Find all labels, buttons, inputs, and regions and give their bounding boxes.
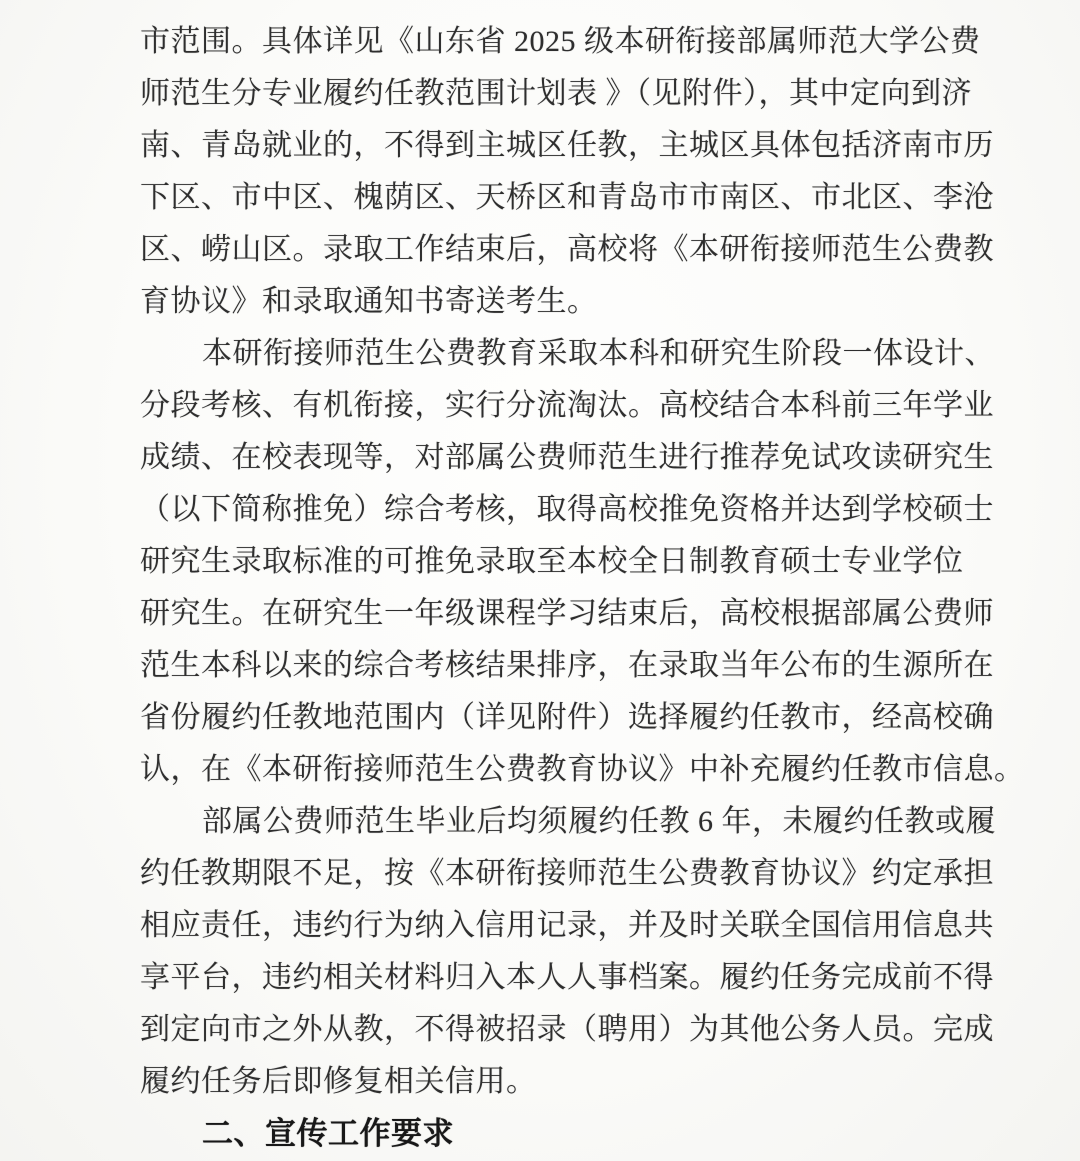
document-line: 下区、市中区、槐荫区、天桥区和青岛市市南区、市北区、李沧: [140, 181, 994, 214]
document-line: 研究生录取标准的可推免录取至本校全日制教育硕士专业学位: [140, 545, 964, 578]
document-line: 区、崂山区。录取工作结束后，高校将《本研衔接师范生公费教: [140, 233, 994, 266]
document-line: 南、青岛就业的，不得到主城区任教，主城区具体包括济南市历: [140, 129, 994, 162]
document-line: （以下简称推免）综合考核，取得高校推免资格并达到学校硕士: [140, 493, 994, 526]
document-line: 部属公费师范生毕业后均须履约任教 6 年，未履约任教或履: [202, 805, 996, 838]
document-line: 认，在《本研衔接师范生公费教育协议》中补充履约任教市信息。: [140, 753, 1025, 786]
document-line: 约任教期限不足，按《本研衔接师范生公费教育协议》约定承担: [140, 857, 994, 890]
section-heading: 二、宣传工作要求: [202, 1116, 454, 1151]
document-line: 本研衔接师范生公费教育采取本科和研究生阶段一体设计、: [202, 337, 995, 370]
document-line: 到定向市之外从教，不得被招录（聘用）为其他公务人员。完成: [140, 1013, 994, 1046]
document-line: 享平台，违约相关材料归入本人人事档案。履约任务完成前不得: [140, 961, 994, 994]
document-line: 研究生。在研究生一年级课程学习结束后，高校根据部属公费师: [140, 597, 994, 630]
document-line: 成绩、在校表现等，对部属公费师范生进行推荐免试攻读研究生: [140, 441, 994, 474]
document-line: 履约任务后即修复相关信用。: [140, 1065, 537, 1098]
document-line: 分段考核、有机衔接，实行分流淘汰。高校结合本科前三年学业: [140, 389, 994, 422]
document-line: 育协议》和录取通知书寄送考生。: [140, 285, 598, 318]
document-line: 省份履约任教地范围内（详见附件）选择履约任教市，经高校确: [140, 701, 994, 734]
document-line: 市范围。具体详见《山东省 2025 级本研衔接部属师范大学公费: [140, 25, 981, 58]
document-line: 相应责任，违约行为纳入信用记录，并及时关联全国信用信息共: [140, 909, 994, 942]
document-line: 范生本科以来的综合考核结果排序，在录取当年公布的生源所在: [140, 649, 994, 682]
document-line: 师范生分专业履约任教范围计划表 》（见附件），其中定向到济: [140, 77, 972, 110]
